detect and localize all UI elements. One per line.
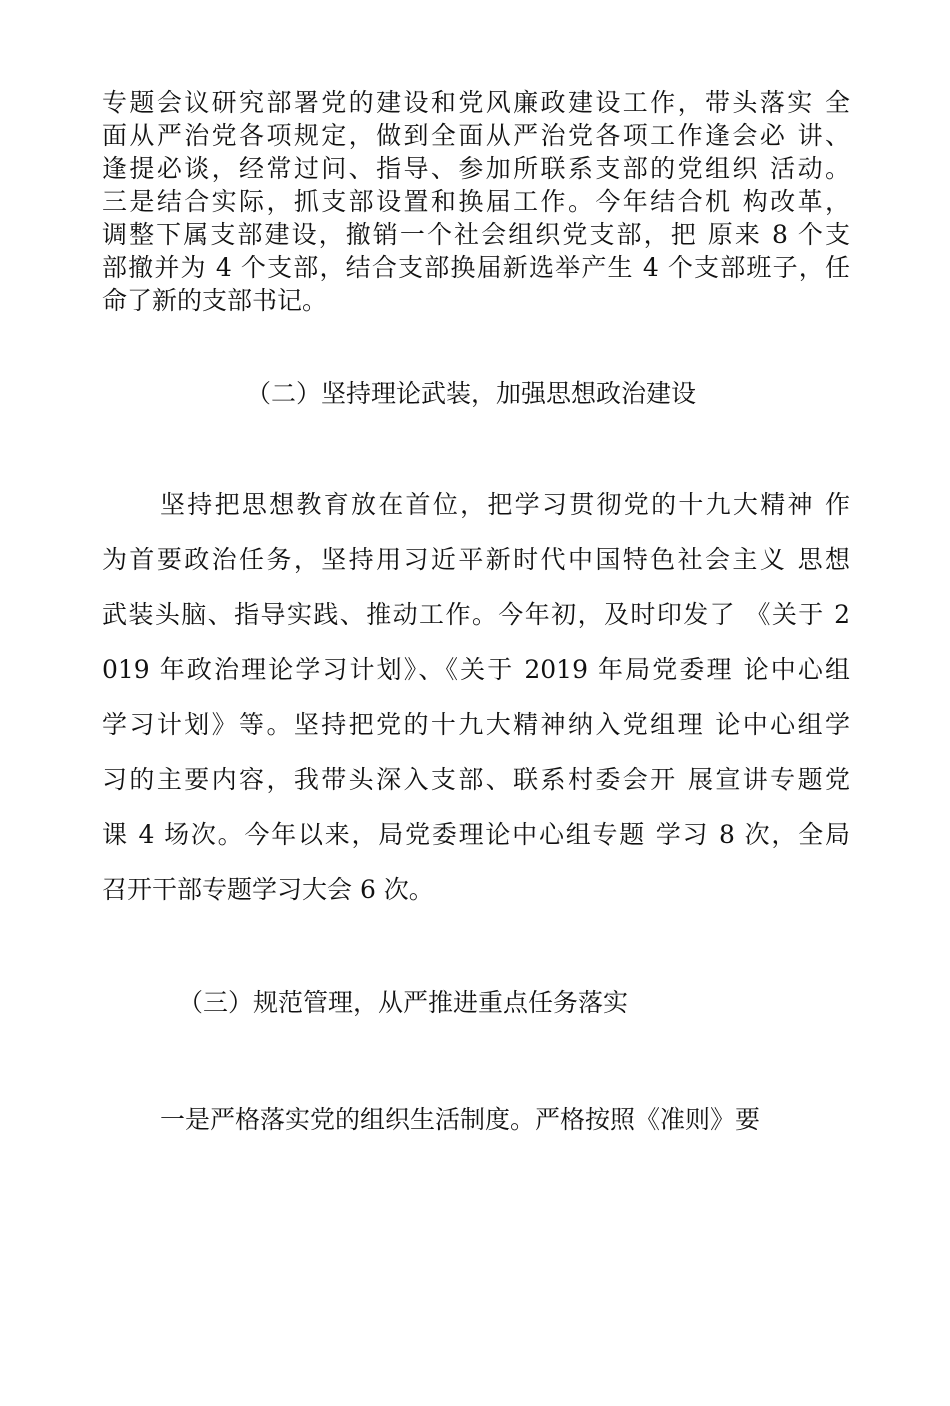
paragraph-3-line-1: 一是严格落实党的组织生活制度。严格按照《准则》要 [160,1105,761,1134]
paragraph-2-line-3: 武装头脑、指导实践、推动工作。今年初，及时印发了 《关于 2 [102,600,850,629]
paragraph-1-line-7: 命了新的支部书记。 [102,286,328,315]
paragraph-2-line-1: 坚持把思想教育放在首位，把学习贯彻党的十九大精神 作 [160,490,850,519]
section-heading-3: （三）规范管理，从严推进重点任务落实 [178,988,629,1017]
paragraph-1-line-1: 专题会议研究部署党的建设和党风廉政建设工作，带头落实 全 [102,88,850,117]
paragraph-1-line-4: 三是结合实际，抓支部设置和换届工作。今年结合机 构改革， [102,187,850,216]
section-heading-2: （二）坚持理论武装，加强思想政治建设 [246,379,697,408]
paragraph-1-line-3: 逢提必谈，经常过问、指导、参加所联系支部的党组织 活动。 [102,154,850,183]
paragraph-2-line-2: 为首要政治任务，坚持用习近平新时代中国特色社会主义 思想 [102,545,850,574]
paragraph-2-line-4: 019 年政治理论学习计划》、《关于 2019 年局党委理 论中心组 [102,655,850,684]
paragraph-2-line-8: 召开干部专题学习大会 6 次。 [102,875,434,904]
paragraph-1-line-6: 部撤并为 4 个支部，结合支部换届新选举产生 4 个支部班子，任 [102,253,850,282]
paragraph-2-line-6: 习的主要内容，我带头深入支部、联系村委会开 展宣讲专题党 [102,765,850,794]
paragraph-2-line-7: 课 4 场次。今年以来，局党委理论中心组专题 学习 8 次，全局 [102,820,850,849]
paragraph-2-line-5: 学习计划》等。坚持把党的十九大精神纳入党组理 论中心组学 [102,710,850,739]
paragraph-1-line-5: 调整下属支部建设，撤销一个社会组织党支部，把 原来 8 个支 [102,220,850,249]
paragraph-1-line-2: 面从严治党各项规定，做到全面从严治党各项工作逢会必 讲、 [102,121,850,150]
